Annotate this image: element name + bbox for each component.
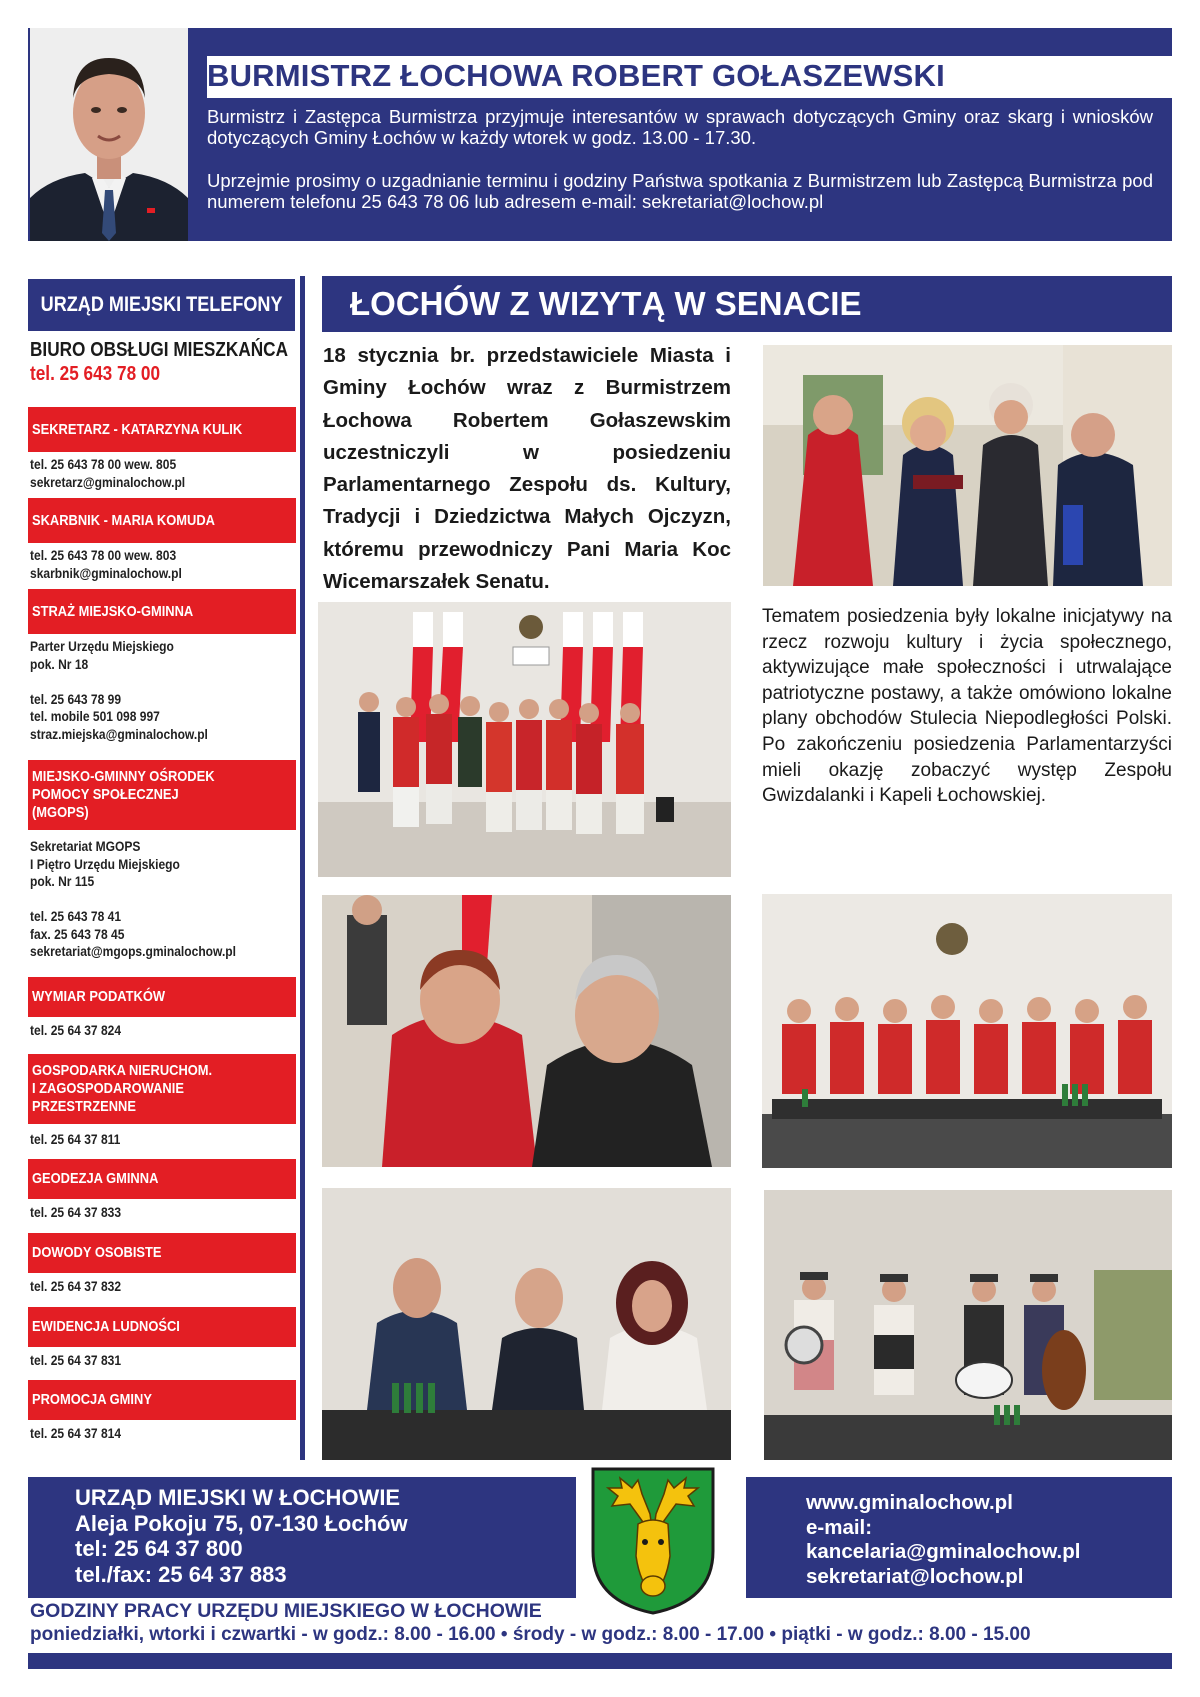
sidebar-section-details [30, 1425, 121, 1443]
bom-phone: tel. 25 643 78 00 [30, 363, 161, 385]
photo-panel-speakers [322, 1188, 731, 1460]
sidebar-section-header [28, 498, 296, 543]
sidebar-section-title-line: DOWODY OSOBISTE [32, 1244, 162, 1261]
sidebar-section-details [30, 1131, 120, 1149]
contact-line: tel. 25 64 37 814 [30, 1425, 122, 1441]
office-hours-title: GODZINY PRACY URZĘDU MIEJSKIEGO W ŁOCHOWIE [30, 1600, 542, 1622]
sidebar-section-title-line: I ZAGOSPODAROWANIE [32, 1080, 184, 1097]
sidebar-section-title-line: PROMOCJA GMINY [32, 1391, 152, 1408]
sidebar-section-header [28, 977, 296, 1017]
contact-line: Parter Urzędu Miejskiego [30, 638, 174, 654]
email-link[interactable]: sekretariat@mgops.gminalochow.pl [30, 943, 236, 959]
photo-folk-band [764, 1190, 1172, 1460]
email-kancelaria-link[interactable]: kancelaria@gminalochow.pl [806, 1540, 1081, 1563]
contact-line: tel. 25 64 37 824 [30, 1022, 122, 1038]
sidebar-section-details [30, 1022, 121, 1040]
sidebar-section-title-line: GEODEZJA GMINNA [32, 1170, 159, 1187]
sidebar-section-title-line: STRAŻ MIEJSKO-GMINNA [32, 602, 194, 620]
contact-line [30, 891, 236, 909]
header-paragraph-contact: Uprzejmie prosimy o uzgadnianie terminu i godziny Państwa spotkania z Burmistrzem lub Zastępcą Burmistrza pod numerem telefonu 25 643 78 06 lub adresem e-mail: sekretariat@lochow.pl [207, 170, 1153, 212]
sidebar-divider [300, 276, 305, 1460]
website-link[interactable]: www.gminalochow.pl [806, 1491, 1013, 1514]
email-sekretariat-link[interactable]: sekretariat@lochow.pl [806, 1564, 1024, 1588]
sidebar-section-title-line: POMOCY SPOŁECZNEJ [32, 786, 179, 803]
contact-line: tel. mobile 501 098 997 [30, 708, 160, 724]
email-link[interactable]: sekretarz@gminalochow.pl [30, 473, 186, 490]
sidebar-section-title-line: GOSPODARKA NIERUCHOM. [32, 1062, 213, 1079]
office-hours-schedule: poniedziałki, wtorki i czwartki - w godz.: 8.00 - 16.00 • środy - w godz.: 8.00 - 17.00 • piątki - w godz.: 8.00 - 15.00 [30, 1624, 1031, 1645]
article-body: Tematem posiedzenia były lokalne inicjatywy na rzecz rozwoju kultury i życia społecznego, aktywizujące małe społeczności i utrwalające patriotyczne postawy, a także omówiono lokalne plany obchodów Stulecia Niepodległości Polski. Po zakończeniu posiedzenia Parlamentarzyści mieli okazję zobaczyć występ Zespołu Gwizdalanki i Kapeli Łochowskiej. [762, 606, 1172, 807]
sidebar-section-header [28, 1380, 296, 1420]
email-link[interactable]: straz.miejska@gminalochow.pl [30, 725, 208, 742]
sidebar-section-details [30, 638, 208, 743]
mayor-photo [30, 28, 188, 241]
sidebar-section-title-line: MIEJSKO-GMINNY OŚRODEK [32, 768, 215, 785]
sidebar-section-title-line: SKARBNIK - MARIA KOMUDA [32, 511, 215, 529]
header-title: BURMISTRZ ŁOCHOWA ROBERT GOŁASZEWSKI [207, 56, 1172, 98]
footer-web-email [806, 1491, 1080, 1589]
sidebar-section-header [28, 407, 296, 452]
sidebar-section-header [28, 1054, 296, 1124]
contact-line: tel. 25 643 78 41 [30, 908, 122, 924]
office-phone: tel: 25 64 37 800 [75, 1536, 243, 1561]
photo-group-flags [318, 602, 731, 877]
contact-line: Sekretariat MGOPS [30, 838, 141, 854]
sidebar-section-details [30, 456, 185, 491]
contact-line: pok. Nr 115 [30, 873, 95, 889]
footer-office-address [75, 1485, 408, 1587]
photo-choir-performance [762, 894, 1172, 1168]
email-label: e-mail: [806, 1515, 873, 1539]
office-name: URZĄD MIEJSKI W ŁOCHOWIE [75, 1485, 401, 1510]
office-fax: tel./fax: 25 64 37 883 [75, 1561, 287, 1587]
sidebar-section-title-line: EWIDENCJA LUDNOŚCI [32, 1318, 180, 1335]
sidebar-section-header [28, 1307, 296, 1347]
contact-line: tel. 25 64 37 831 [30, 1352, 122, 1368]
sidebar-section-details [30, 1204, 121, 1222]
article-title: ŁOCHÓW Z WIZYTĄ W SENACIE [322, 276, 1172, 332]
sidebar-title: URZĄD MIEJSKI TELEFONY [28, 279, 295, 331]
sidebar-section-details [30, 838, 236, 961]
contact-line: pok. Nr 18 [30, 655, 89, 672]
contact-line: tel. 25 643 78 00 wew. 805 [30, 456, 177, 472]
sidebar-section-header [28, 1159, 296, 1199]
contact-line: tel. 25 64 37 833 [30, 1204, 122, 1220]
photo-diploma-presentation [763, 345, 1172, 586]
contact-line: tel. 25 643 78 99 [30, 690, 122, 707]
sidebar-section-header [28, 760, 296, 830]
article-intro: 18 stycznia br. przedstawiciele Miasta i Gminy Łochów wraz z Burmistrzem Łochowa Robertem Gołaszewskim uczestniczyli w posiedzeniu Parlamentarnego Zespołu ds. Kultury, Tradycji i Dziedzictwa Małych Ojczyzn, któremu przewodniczy Pani Maria Koc Wicemarszałek Senatu. [323, 344, 731, 594]
sidebar-section-details [30, 1278, 121, 1296]
contact-line: fax. 25 643 78 45 [30, 925, 125, 942]
contact-line: tel. 25 643 78 00 wew. 803 [30, 547, 177, 563]
photo-conversation [322, 895, 731, 1167]
contact-line: tel. 25 64 37 811 [30, 1131, 121, 1147]
bottom-bar [28, 1653, 1172, 1669]
bom-label: BIURO OBSŁUGI MIESZKAŃCA [30, 339, 288, 361]
contact-line: tel. 25 64 37 832 [30, 1278, 122, 1294]
sidebar-section-details [30, 1352, 121, 1370]
email-link[interactable]: skarbnik@gminalochow.pl [30, 564, 182, 581]
sidebar-section-title-line: PRZESTRZENNE [32, 1098, 136, 1115]
contact-line: I Piętro Urzędu Miejskiego [30, 855, 180, 872]
sidebar-section-title-line: WYMIAR PODATKÓW [32, 988, 166, 1005]
sidebar-section-header [28, 1233, 296, 1273]
sidebar-section-title-line: (MGOPS) [32, 804, 89, 821]
coat-of-arms-logo [590, 1466, 716, 1616]
sidebar-section-header [28, 589, 296, 634]
office-street: Aleja Pokoju 75, 07-130 Łochów [75, 1510, 408, 1536]
sidebar-section-details [30, 547, 182, 582]
header-paragraph-hours: Burmistrz i Zastępca Burmistrza przyjmuje interesantów w sprawach dotyczących Gminy oraz skarg i wniosków dotyczących Gminy Łochów w każdy wtorek w godz. 13.00 - 17.30. [207, 106, 1153, 148]
contact-line [30, 673, 208, 691]
sidebar-section-title-line: SEKRETARZ - KATARZYNA KULIK [32, 420, 243, 438]
